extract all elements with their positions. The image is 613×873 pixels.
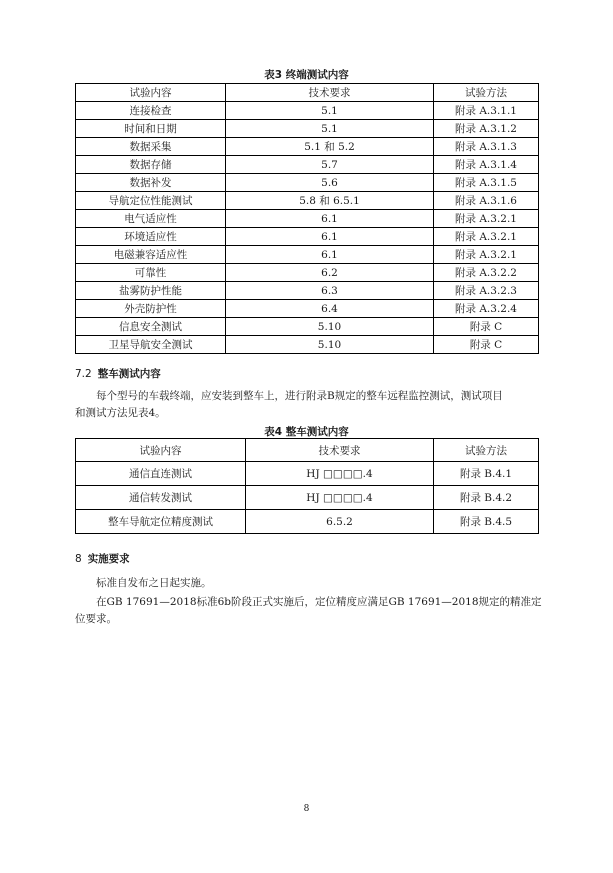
table4-header-row xyxy=(76,439,539,462)
table-cell: 可靠性 xyxy=(76,264,226,282)
table3-header-cell: 技术要求 xyxy=(226,84,434,102)
table-cell: 附录 A.3.2.1 xyxy=(434,210,539,228)
page-number: 8 xyxy=(303,804,310,814)
table-cell: 6.1 xyxy=(226,228,434,246)
table-row xyxy=(76,264,539,282)
table-cell: 6.3 xyxy=(226,282,434,300)
table-cell: 附录 B.4.2 xyxy=(434,486,539,510)
table-cell: 附录 A.3.1.4 xyxy=(434,156,539,174)
table-cell: HJ □□□□.4 xyxy=(246,486,434,510)
table3-body xyxy=(76,84,539,354)
section-number: 8 xyxy=(75,553,82,565)
table-row xyxy=(76,282,539,300)
table-row xyxy=(76,228,539,246)
section-8-paragraph2-line1: 在GB 17691—2018标准6b阶段正式实施后，定位精度应满足GB 17691—2018规定的精准定 xyxy=(96,596,542,608)
table-cell: 5.8 和 6.5.1 xyxy=(226,192,434,210)
table-cell: 附录 A.3.2.1 xyxy=(434,246,539,264)
table-cell: 数据存储 xyxy=(76,156,226,174)
table-cell: 附录 A.3.2.4 xyxy=(434,300,539,318)
table-cell: 5.7 xyxy=(226,156,434,174)
table-cell: 盐雾防护性能 xyxy=(76,282,226,300)
table-cell: 5.6 xyxy=(226,174,434,192)
table-cell: 数据补发 xyxy=(76,174,226,192)
section-title: 整车测试内容 xyxy=(97,368,161,380)
section-8-paragraph1: 标准自发布之日起实施。 xyxy=(96,577,212,589)
table3-header-row xyxy=(76,84,539,102)
table3-caption: 表3 终端测试内容 xyxy=(264,69,349,81)
table-cell: 6.5.2 xyxy=(246,510,434,534)
table-row xyxy=(76,192,539,210)
table-cell: 附录 C xyxy=(434,336,539,354)
table-cell: 6.4 xyxy=(226,300,434,318)
table-row xyxy=(76,318,539,336)
table-cell: 外壳防护性 xyxy=(76,300,226,318)
table-cell: 附录 B.4.5 xyxy=(434,510,539,534)
table-row xyxy=(76,120,539,138)
table3-header-cell: 试验内容 xyxy=(76,84,226,102)
section-7-2-paragraph-line1: 每个型号的车载终端，应安装到整车上，进行附录B规定的整车远程监控测试，测试项目 xyxy=(96,390,503,402)
table-cell: 环境适应性 xyxy=(76,228,226,246)
section-7-2-paragraph-line2: 和测试方法见表4。 xyxy=(75,407,166,419)
table-cell: 通信直连测试 xyxy=(76,462,246,486)
table-row xyxy=(76,510,539,534)
table-cell: 5.10 xyxy=(226,336,434,354)
table4-header-cell: 试验内容 xyxy=(76,439,246,462)
table4 xyxy=(75,438,539,534)
table-cell: 卫星导航安全测试 xyxy=(76,336,226,354)
section-8-paragraph2-line2: 位要求。 xyxy=(75,613,117,625)
table-cell: 6.1 xyxy=(226,210,434,228)
table-cell: 5.10 xyxy=(226,318,434,336)
table4-body xyxy=(76,439,539,534)
table-cell: 5.1 xyxy=(226,120,434,138)
table-cell: 电气适应性 xyxy=(76,210,226,228)
table4-header-cell: 试验方法 xyxy=(434,439,539,462)
table-cell: 附录 A.3.1.6 xyxy=(434,192,539,210)
table-row xyxy=(76,246,539,264)
table4-header-cell: 技术要求 xyxy=(246,439,434,462)
table-row xyxy=(76,156,539,174)
table-cell: 附录 A.3.2.2 xyxy=(434,264,539,282)
table-cell: 电磁兼容适应性 xyxy=(76,246,226,264)
table-row xyxy=(76,210,539,228)
table-row xyxy=(76,462,539,486)
table-cell: 6.2 xyxy=(226,264,434,282)
section-7-2-heading xyxy=(75,366,161,381)
table-cell: 附录 A.3.1.5 xyxy=(434,174,539,192)
table-cell: 附录 A.3.1.3 xyxy=(434,138,539,156)
table-row xyxy=(76,174,539,192)
table-cell: 附录 A.3.2.3 xyxy=(434,282,539,300)
table-cell: 5.1 xyxy=(226,102,434,120)
table-row xyxy=(76,300,539,318)
table-cell: 信息安全测试 xyxy=(76,318,226,336)
table-cell: 连接检查 xyxy=(76,102,226,120)
section-number: 7.2 xyxy=(75,368,92,380)
table-row xyxy=(76,336,539,354)
table-cell: 数据采集 xyxy=(76,138,226,156)
table3 xyxy=(75,83,539,354)
section-8-heading xyxy=(75,551,130,566)
section-title: 实施要求 xyxy=(87,553,130,565)
table-cell: 附录 A.3.1.1 xyxy=(434,102,539,120)
table-cell: HJ □□□□.4 xyxy=(246,462,434,486)
table-cell: 附录 A.3.1.2 xyxy=(434,120,539,138)
table-cell: 通信转发测试 xyxy=(76,486,246,510)
table-cell: 5.1 和 5.2 xyxy=(226,138,434,156)
table4-caption: 表4 整车测试内容 xyxy=(264,426,349,438)
table-cell: 6.1 xyxy=(226,246,434,264)
table-cell: 附录 B.4.1 xyxy=(434,462,539,486)
table-row xyxy=(76,102,539,120)
table-row xyxy=(76,138,539,156)
table-cell: 附录 A.3.2.1 xyxy=(434,228,539,246)
table3-header-cell: 试验方法 xyxy=(434,84,539,102)
table-cell: 时间和日期 xyxy=(76,120,226,138)
table-cell: 附录 C xyxy=(434,318,539,336)
table-cell: 导航定位性能测试 xyxy=(76,192,226,210)
table-row xyxy=(76,486,539,510)
table-cell: 整车导航定位精度测试 xyxy=(76,510,246,534)
